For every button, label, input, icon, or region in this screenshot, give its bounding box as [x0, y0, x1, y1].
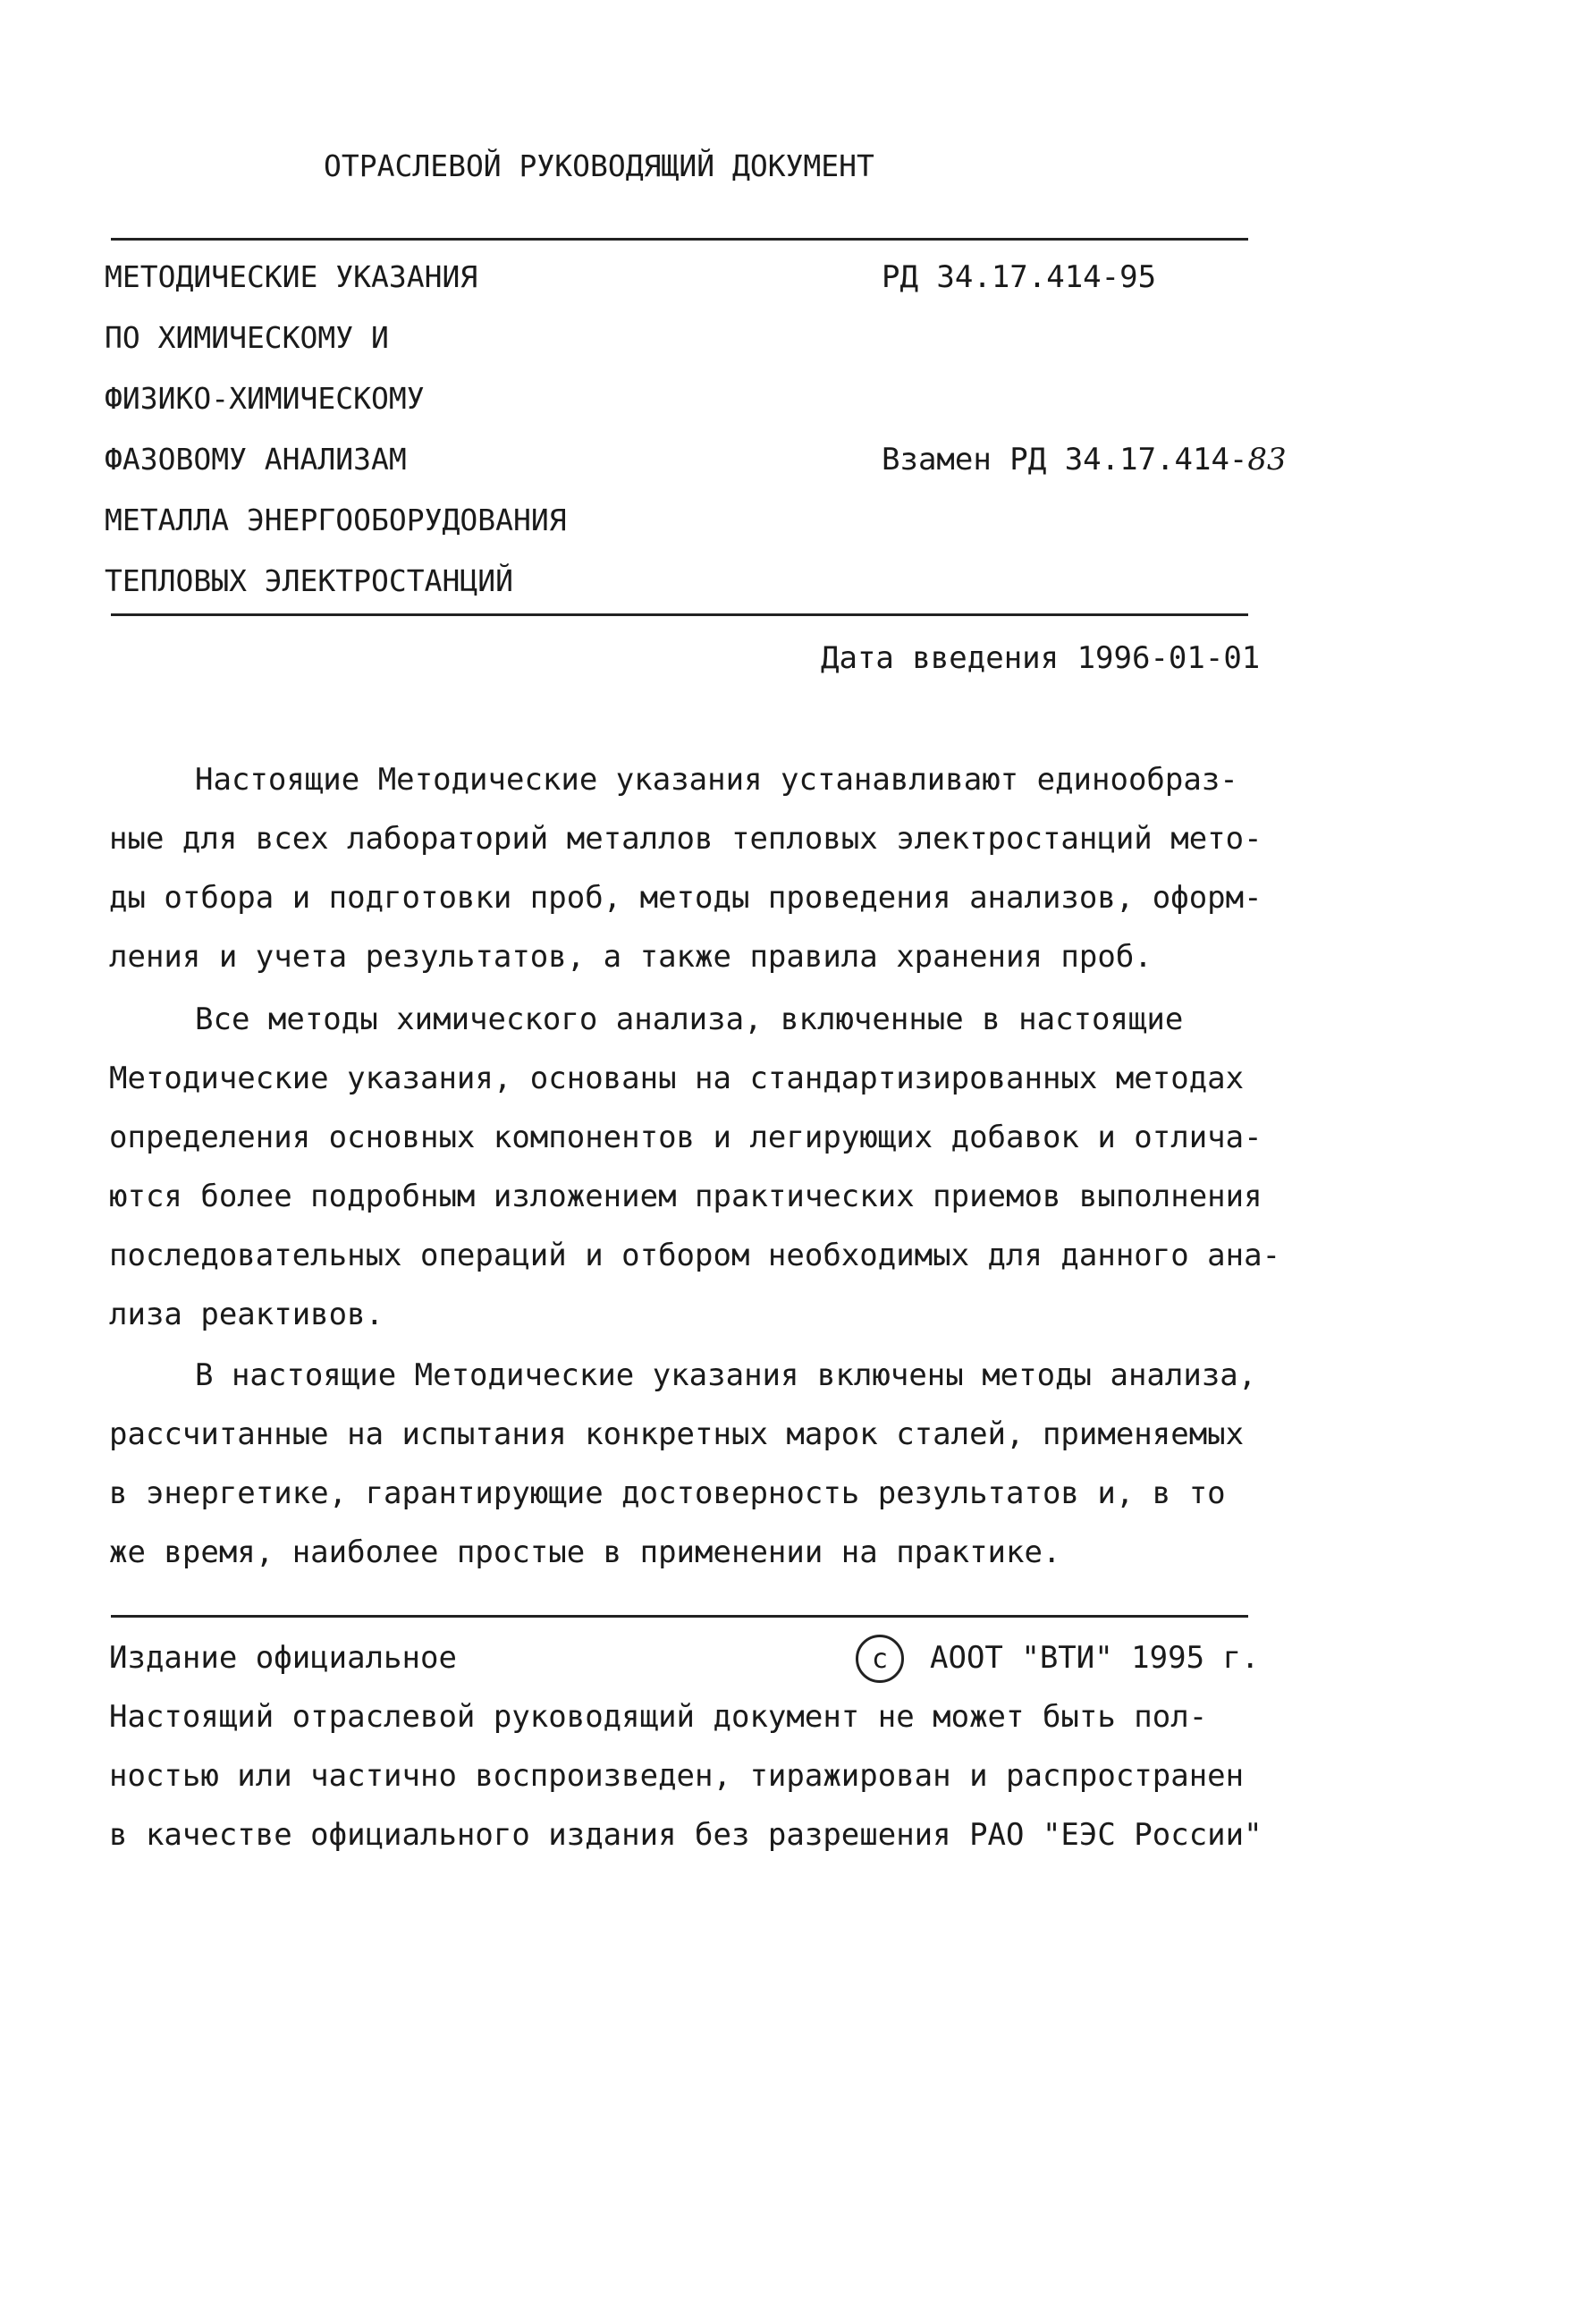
title-line: МЕТОДИЧЕСКИЕ УКАЗАНИЯ: [105, 259, 478, 294]
replaces-year-handwritten: 83: [1247, 442, 1287, 478]
paragraph-line: определения основных компонентов и легирующих добавок и отлича-: [109, 1120, 1262, 1155]
edition-label: Издание официальное: [109, 1640, 457, 1676]
title-line: ПО ХИМИЧЕСКОМУ И: [105, 320, 389, 355]
replaces-line: [882, 442, 1287, 478]
paragraph-line: В настоящие Методические указания включены методы анализа,: [195, 1357, 1257, 1393]
paragraph-line: лиза реактивов.: [109, 1297, 384, 1332]
notice-line: Настоящий отраслевой руководящий документ не может быть пол-: [109, 1699, 1208, 1735]
notice-line: ностью или частично воспроизведен, тиражирован и распространен: [109, 1758, 1245, 1794]
title-line: ТЕПЛОВЫХ ЭЛЕКТРОСТАНЦИЙ: [105, 563, 513, 598]
paragraph-line: ются более подробным изложением практических приемов выполнения: [109, 1179, 1262, 1214]
paragraph-line: Все методы химического анализа, включенные в настоящие: [195, 1002, 1184, 1037]
paragraph-line: ные для всех лабораторий металлов тепловых электростанций мето-: [109, 821, 1262, 857]
top-divider: [111, 238, 1248, 241]
copyright-text: АООТ "ВТИ" 1995 г.: [930, 1640, 1260, 1676]
title-divider: [111, 613, 1248, 616]
paragraph-line: рассчитанные на испытания конкретных марок сталей, применяемых: [109, 1416, 1245, 1452]
paragraph-line: ды отбора и подготовки проб, методы проведения анализов, оформ-: [109, 880, 1262, 916]
notice-line: в качестве официального издания без разрешения РАО "ЕЭС России": [109, 1817, 1262, 1853]
paragraph-line: в энергетике, гарантирующие достоверность результатов и, в то: [109, 1475, 1226, 1511]
document-code: РД 34.17.414-95: [882, 259, 1157, 295]
paragraph-line: Методические указания, основаны на стандартизированных методах: [109, 1061, 1245, 1096]
paragraph-line: же время, наиболее простые в применении на практике.: [109, 1534, 1061, 1570]
title-line: МЕТАЛЛА ЭНЕРГООБОРУДОВАНИЯ: [105, 503, 567, 537]
title-line: ФИЗИКО-ХИМИЧЕСКОМУ: [105, 381, 425, 416]
paragraph-line: Настоящие Методические указания устанавливают единообраз-: [195, 762, 1238, 798]
title-line: ФАЗОВОМУ АНАЛИЗАМ: [105, 442, 407, 477]
replaces-prefix: Взамен РД 34.17.414-: [882, 442, 1248, 478]
copyright-icon: с: [856, 1635, 904, 1683]
document-type-header: ОТРАСЛЕВОЙ РУКОВОДЯЩИЙ ДОКУМЕНТ: [324, 148, 874, 183]
footer-divider: [111, 1615, 1248, 1618]
paragraph-line: ления и учета результатов, а также правила хранения проб.: [109, 939, 1153, 975]
paragraph-line: последовательных операций и отбором необходимых для данного ана-: [109, 1238, 1281, 1273]
introduction-date: Дата введения 1996-01-01: [821, 640, 1261, 676]
